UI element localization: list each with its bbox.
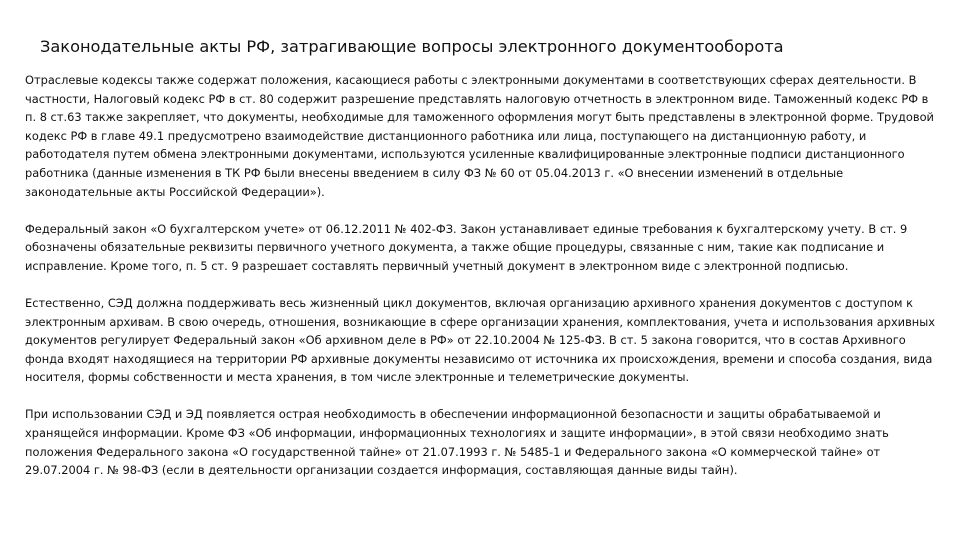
paragraph-accounting-law: Федеральный закон «О бухгалтерском учете» от 06.12.2011 № 402-ФЗ. Закон устанавливает единые требования к бухгалтерскому учету. В ст. 9 обозначены обязательные реквизиты первичного учетного документа, а также общие процедуры, связанные с ним, такие как подписание и исправление. Кроме того, п. 5 ст. 9 разрешает составлять первичный учетный документ в электронном виде с электронной подписью. — [25, 221, 908, 273]
paragraph-sector-codes: Отраслевые кодексы также содержат положения, касающиеся работы с электронными документами в соответствующих сферах деятельности. В частности, Налоговый кодекс РФ в ст. 80 содержит разрешение представлять налоговую отчетность в электронном виде. Таможенный кодекс РФ в п. 8 ст.63 также закрепляет, что документы, необходимые для таможенного оформления могут быть представлены в электронной форме. Трудовой кодекс РФ в главе 49.1 предусмотрено взаимодействие дистанционного работника или лица, поступающего на дистанционную работу, и работодателя путем обмена электронными документами, используются усиленные квалифицированные электронные подписи дистанционного работника (данные изменения в ТК РФ были внесены введением в силу ФЗ № 60 от 05.04.2013 г. «О внесении изменений в отдельные законодательные акты Российской Федерации»). — [25, 73, 934, 199]
slide-title: Законодательные акты РФ, затрагивающие вопросы электронного документооборота — [40, 37, 784, 56]
slide-body — [25, 71, 937, 498]
paragraph-archive-law: Естественно, СЭД должна поддерживать весь жизненный цикл документов, включая организацию архивного хранения документов с доступом к электронным архивам. В свою очередь, отношения, возникающие в сфере организации хранения, комплектования, учета и использования архивных документов регулирует Федеральный закон «Об архивном деле в РФ» от 22.10.2004 № 125-ФЗ. В ст. 5 закона говорится, что в состав Архивного фонда входят находящиеся на территории РФ архивные документы независимо от источника их происхождения, времени и способа создания, вида носителя, формы собственности и места хранения, в том числе электронные и телеметрические документы. — [25, 295, 935, 385]
paragraph-information-security: При использовании СЭД и ЭД появляется острая необходимость в обеспечении информационной безопасности и защиты обрабатываемой и хранящейся информации. Кроме ФЗ «Об информации, информационных технологиях и защите информации», в этой связи необходимо знать положения Федерального закона «О государственной тайне» от 21.07.1993 г. № 5485-1 и Федерального закона «О коммерческой тайне» от 29.07.2004 г. № 98-ФЗ (если в деятельности организации создается информация, составляющая данные виды тайн). — [25, 407, 889, 478]
